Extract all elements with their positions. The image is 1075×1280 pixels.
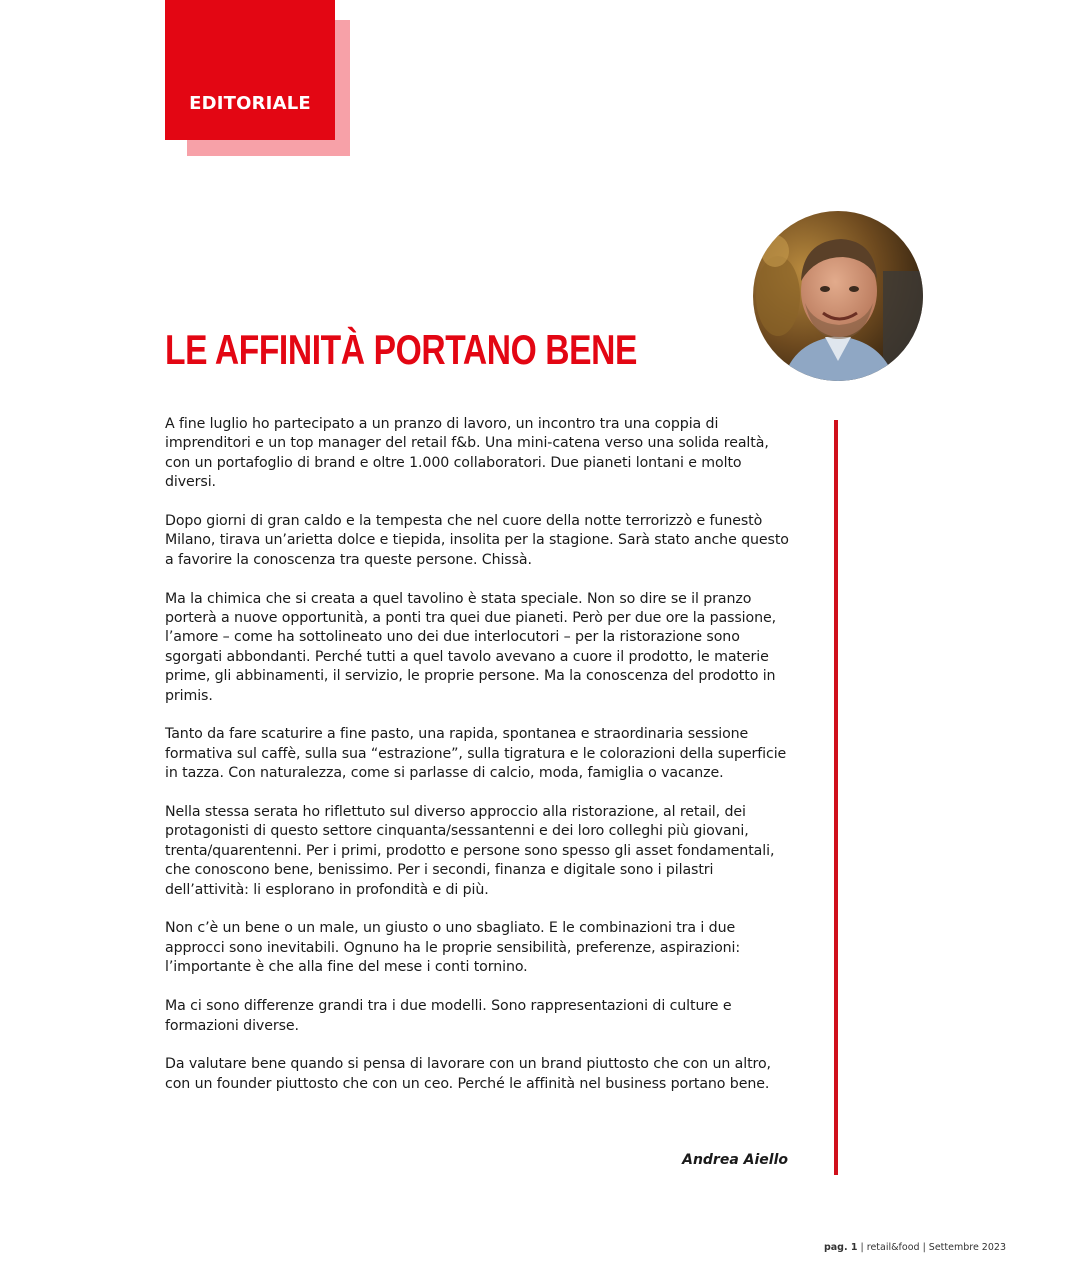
author-portrait bbox=[753, 211, 923, 381]
article-paragraph: Ma ci sono differenze grandi tra i due modelli. Sono rappresentazioni di culture e formazioni diverse. bbox=[165, 998, 732, 1034]
article-paragraph: Non c’è un bene o un male, un giusto o uno sbagliato. E le combinazioni tra i due approcci sono inevitabili. Ognuno ha le proprie sensibilità, preferenze, aspirazioni: l’importante è che alla fine del mese i conti tornino. bbox=[165, 920, 741, 976]
article-paragraph: Nella stessa serata ho riflettuto sul diverso approccio alla ristorazione, al retail, dei protagonisti di questo settore cinquanta/sessantenni e dei loro colleghi più giovani, trenta/quarentenni. Per i primi, prodotto e persone sono spesso gli asset fondamentali, che conoscono bene, benissimo. Per i secondi, finanza e digitale sono i pilastri dell’attività: li esplorano in profondità e di più. bbox=[165, 804, 775, 898]
article-title: LE AFFINITÀ PORTANO BENE bbox=[165, 326, 637, 373]
magazine-name: retail&food bbox=[866, 1242, 920, 1253]
article-body bbox=[165, 415, 790, 1114]
article-paragraph: A fine luglio ho partecipato a un pranzo di lavoro, un incontro tra una coppia di imprenditori e un top manager del retail f&b. Una mini-catena verso una solida realtà, con un portafoglio di brand e oltre 1.000 collaboratori. Due pianeti lontani e molto diversi. bbox=[165, 416, 769, 491]
page-footer bbox=[824, 1242, 1006, 1253]
page-number: pag. 1 bbox=[823, 1242, 858, 1253]
footer-separator: | bbox=[857, 1242, 867, 1253]
author-portrait-image bbox=[753, 211, 923, 381]
article-paragraph: Tanto da fare scaturire a fine pasto, una rapida, spontanea e straordinaria sessione formativa sul caffè, sulla sua “estrazione”, sulla tigratura e le colorazioni della superficie in tazza. Con naturalezza, come si parlasse di calcio, moda, famiglia o vacanze. bbox=[165, 726, 787, 782]
section-tag-label: EDITORIALE bbox=[189, 93, 311, 114]
article-paragraph: Dopo giorni di gran caldo e la tempesta che nel cuore della notte terrorizzò e funestò Milano, tirava un’arietta dolce e tiepida, insolita per la stagione. Sarà stato anche questo a favorire la conoscenza tra queste persone. Chissà. bbox=[165, 513, 789, 568]
footer-separator: | bbox=[919, 1242, 929, 1253]
issue-date: Settembre 2023 bbox=[928, 1242, 1006, 1253]
vertical-accent-rule bbox=[834, 420, 838, 1175]
author-signature: Andrea Aiello bbox=[682, 1152, 788, 1168]
section-tag bbox=[165, 0, 335, 140]
article-paragraph: Da valutare bene quando si pensa di lavorare con un brand piuttosto che con un altro, con un founder piuttosto che con un ceo. Perché le affinità nel business portano bene. bbox=[165, 1056, 771, 1092]
article-paragraph: Ma la chimica che si creata a quel tavolino è stata speciale. Non so dire se il pranzo porterà a nuove opportunità, a ponti tra quei due pianeti. Però per due ore la passione, l’amore – come ha sottolineato uno dei due interlocutori – per la ristorazione sono sgorgati abbondanti. Perché tutti a quel tavolo avevano a cuore il prodotto, le materie prime, gli abbinamenti, il servizio, le proprie persone. Ma la conoscenza del prodotto in primis. bbox=[165, 590, 777, 704]
